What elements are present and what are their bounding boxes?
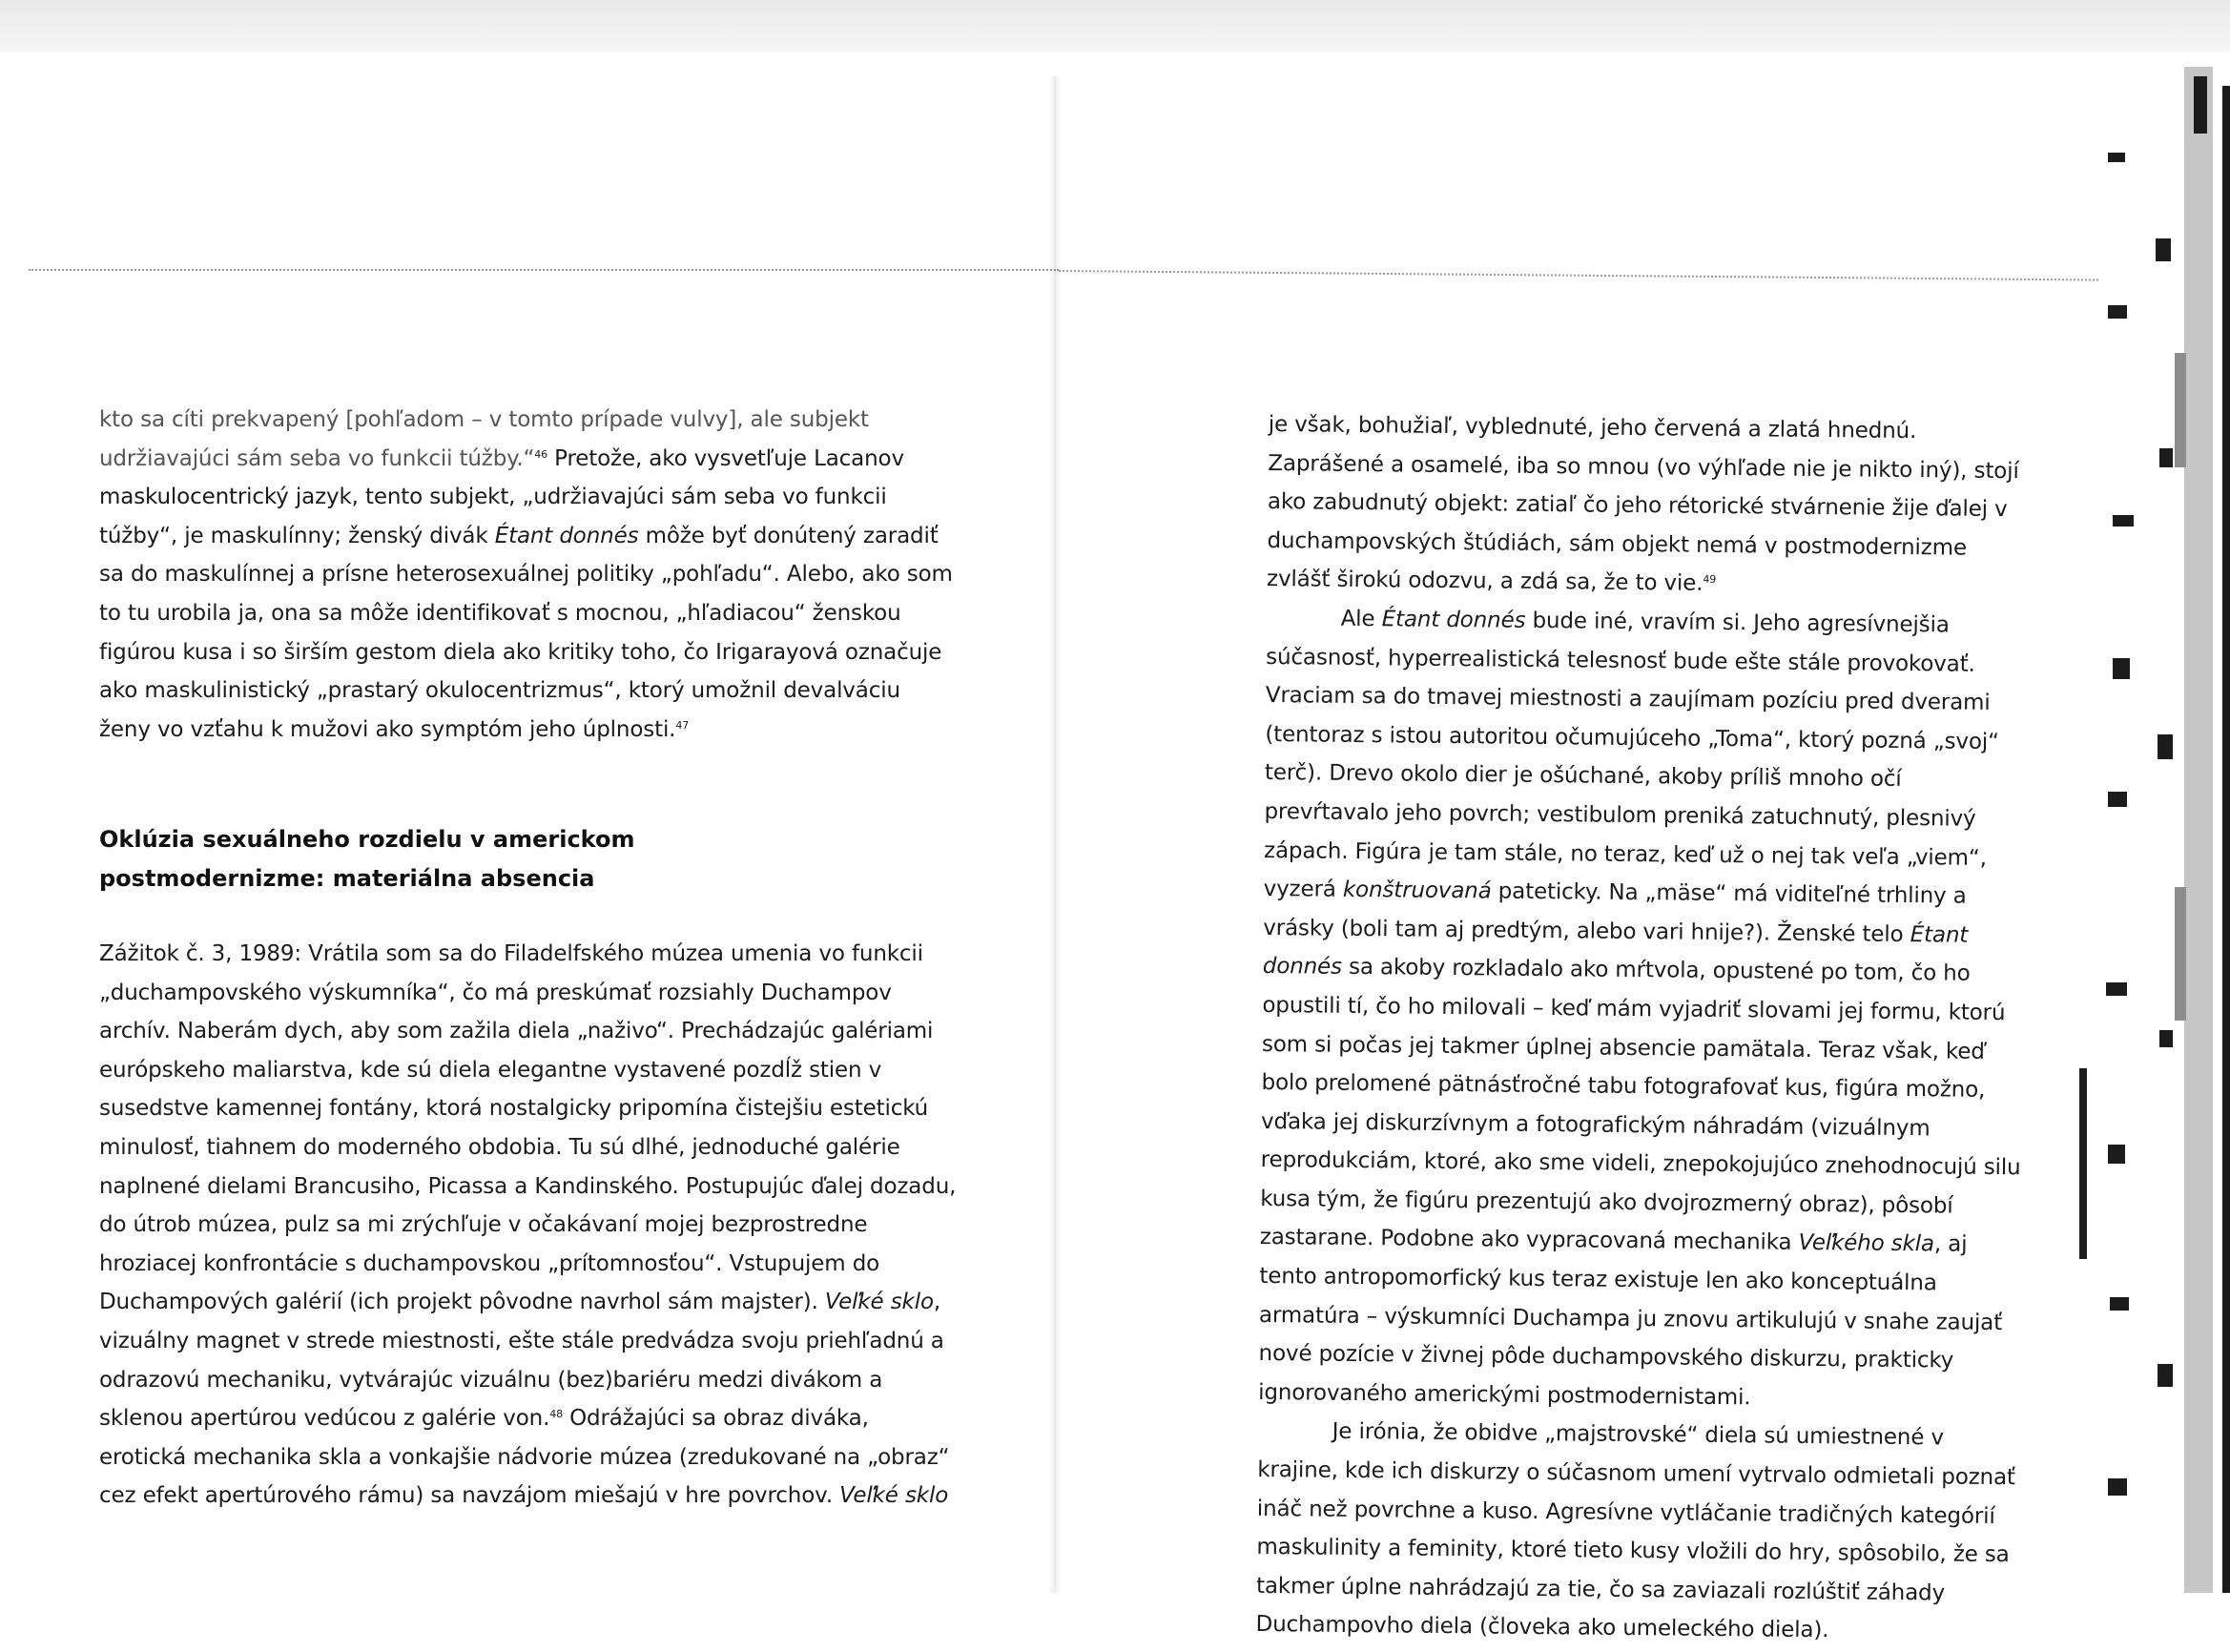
work-title: Veľké sklo [839, 1483, 949, 1509]
work-title: Étant donnés [1262, 921, 1969, 981]
footnote-49: 49 [1703, 573, 1717, 587]
footnote-46: 46 [534, 447, 547, 461]
text-run: je však, bohužiaľ, vyblednuté, jeho červená a zlatá hnednú. Zaprášené a osamelé, iba so mnou (vo výhľade nie je nikto iný), stojí ako zabudnutý objekt: zatiaľ čo jeho rétorické stvárnenie žije ďalej v duchampovských štúdiách, sám objekt nemá v postmodernizme zvlášť širokú odozvu, a zdá sa, že to vie. [1266, 411, 2019, 597]
left-page-body [99, 935, 958, 1516]
right-paragraph-2 [1258, 599, 2030, 1420]
work-title: Étant donnés [1381, 607, 1526, 633]
left-paragraph-1 [99, 401, 958, 749]
book-gutter [1048, 76, 1062, 1593]
right-paragraph-3: Je irónia, že obidve „majstrovské“ diela sú umiestnené v krajine, kde ich diskurzy o súčasnom umení vytrvalo odmietali poznať ináč než povrchne a kuso. Agresívne vytláčanie tradičných kategórií maskulinity a feminity, ktoré tieto kusy vložili do hry, spôsobilo, že sa takmer úplne nahrádzajú za tie, čo sa zaviazali rozlúštiť záhady Duchampovho diela (človeka ako umeleckého diela). [1255, 1419, 2015, 1643]
scan-edge-artifact [2079, 67, 2230, 1593]
scan-top-shadow [0, 0, 2230, 52]
footnote-48: 48 [549, 1408, 563, 1421]
section-heading-block [99, 820, 786, 898]
faded-text: kto sa cíti prekvapený [pohľadom – v tomto prípade vulvy], ale subjekt udržiavajúci sám seba vo funkcii túžby.“ [99, 407, 869, 471]
text-run: sa akoby rozkladalo ako mŕtvola, opustené po tom, čo ho opustili tí, čo ho milovali – keď mám vyjadriť slovami jej formu, ktorú som si počas jej takmer úplnej absencie pamätala. Teraz však, keď bolo prelomené pätnásťročné tabu fotografovať kus, figúra možno, vďaka jej diskurzívnym a fotografickým náhradám (vizuálnym reprodukciám, ktoré, ako sme videli, znepokojujúco znehodnocujú silu kusa tým, že figúru prezentujú ako dvojrozmerný obraz), pôsobí zastarane. Podobne ako vypracovaná mechanika [1259, 955, 2021, 1256]
text-run: Odrážajúci sa obraz diváka, erotická mechanika skla a vonkajšie nádvorie múzea (zredukované na „obraz“ cez efekt apertúrového rámu) sa navzájom miešajú v hre povrchov. [99, 1406, 950, 1509]
right-page [1255, 405, 2032, 1652]
right-dotted-rule [1059, 270, 2098, 281]
text-run: , vizuálny magnet v strede miestnosti, ešte stále predvádza svoju priehľadnú a odrazovú mechaniku, vytvárajúc vizuálnu (bez)bariéru medzi divákom a sklenou apertúrou vedúcou z galérie von. [99, 1290, 944, 1432]
work-title: Étant donnés [494, 523, 639, 548]
work-title: Veľké sklo [824, 1290, 934, 1315]
text-run: pateticky. Na „mäse“ má viditeľné trhliny a vrásky (boli tam aj predtým, alebo vari hnije?). Ženské telo [1263, 878, 1967, 947]
text-run: bude iné, vravím si. Jeho agresívnejšia súčasnosť, hyperrealistická telesnosť bude ešte stále provokovať. Vraciam sa do tmavej miestnosti a zaujímam pozíciu pred dverami (tentoraz s istou autoritou očumujúceho „Toma“, ktorý pozná „svoj“ terč). Drevo okolo dier je ošúchané, akoby príliš mnoho očí prevŕtavalo jeho povrch; vestibulom preniká zatuchnutý, plesnivý zápach. Figúra je tam stále, no teraz, keď už o nej tak veľa „viem“, vyzerá [1263, 608, 1999, 902]
left-paragraph-2 [99, 935, 958, 1516]
text-run: Zážitok č. 3, 1989: Vrátila som sa do Filadelfského múzea umenia vo funkcii „duchampovského výskumníka“, čo má preskúmať rozsiahly Duchampov archív. Naberám dych, aby som zažila diela „naživo“. Prechádzajúc galériami európskeho maliarstva, kde sú diela elegantne vystavené pozdĺž stien v susedstve kamennej fontány, ktorá nostalgicky pripomína čistejšiu estetickú minulosť, tiahnem do moderného obdobia. Tu sú dlhé, jednoduché galérie naplnené dielami Brancusiho, Picassa a Kandinského. Postupujúc ďalej dozadu, do útrob múzea, pulz sa mi zrýchľuje v očakávaní mojej bezprostredne hroziacej konfrontácie s duchampovskou „prítomnosťou“. Vstupujem do Duchampových galérií (ich projekt pôvodne navrhol sám majster). [99, 941, 957, 1315]
text-run: , aj tento antropomorfický kus teraz existuje len ako konceptuálna armatúra – výskumníci Duchampa ju znovu artikulujú v snahe zaujať nové pozície v živnej pôde duchampovského diskurzu, prakticky ignorovaného americkými postmodernistami. [1258, 1231, 2003, 1411]
text-run: môže byť donútený zaradiť sa do maskulínnej a prísne heterosexuálnej politiky „pohľadu“. Alebo, ako som to tu urobila ja, ona sa môže identifikovať s mocnou, „hľadiacou“ ženskou figúrou kusa i so širším gestom diela ako kritiky toho, čo Irigarayová označuje ako maskulinistický „prastarý okulocentrizmus“, ktorý umožnil devalváciu ženy vo vzťahu k mužovi ako symptóm jeho úplnosti. [99, 523, 953, 742]
footnote-47: 47 [675, 718, 690, 732]
left-page [99, 401, 958, 749]
right-paragraph-1 [1267, 405, 2032, 607]
text-run: Ale [1340, 606, 1382, 632]
emphasis: konštruovaná [1342, 877, 1492, 904]
text-run: Pretože, ako vysvetľuje Lacanov maskulocentrický jazyk, tento subjekt, „udržiavajúci sám seba vo funkcii túžby“, je maskulínny; ženský divák [99, 445, 904, 548]
section-heading: Oklúzia sexuálneho rozdielu v americkom postmodernizme: materiálna absencia [99, 826, 635, 892]
left-dotted-rule [29, 269, 1059, 271]
work-title: Veľkého skla [1798, 1230, 1935, 1257]
